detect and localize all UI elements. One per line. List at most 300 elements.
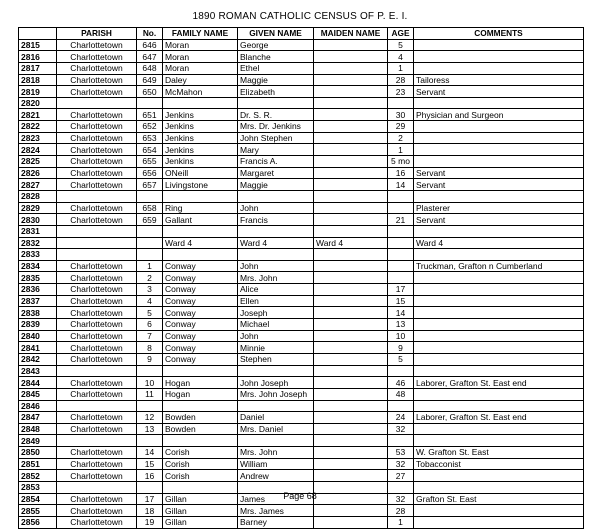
cell-row-id: 2824 (19, 144, 57, 156)
table-body (19, 39, 584, 528)
cell-comments: Ward 4 (414, 237, 584, 249)
cell-given-name: Ethel (238, 62, 314, 74)
cell-age (388, 365, 414, 377)
cell-family-name: Gillan (163, 516, 238, 528)
cell-parish: Charlottetown (57, 284, 137, 296)
cell-row-id: 2852 (19, 470, 57, 482)
cell-row-id: 2835 (19, 272, 57, 284)
cell-row-id: 2816 (19, 51, 57, 63)
table-row (19, 74, 584, 86)
cell-given-name: James (238, 493, 314, 505)
cell-comments (414, 225, 584, 237)
cell-given-name (238, 190, 314, 202)
cell-family-name: ONeill (163, 167, 238, 179)
cell-comments: W. Grafton St. East (414, 447, 584, 459)
cell-no: 651 (137, 109, 163, 121)
cell-parish: Charlottetown (57, 167, 137, 179)
cell-row-id: 2829 (19, 202, 57, 214)
cell-row-id: 2846 (19, 400, 57, 412)
table-row (19, 423, 584, 435)
header-row (19, 28, 584, 40)
cell-age: 4 (388, 51, 414, 63)
cell-parish: Charlottetown (57, 214, 137, 226)
cell-comments: Laborer, Grafton St. East end (414, 377, 584, 389)
cell-maiden-name (314, 39, 388, 51)
cell-comments (414, 97, 584, 109)
cell-parish: Charlottetown (57, 272, 137, 284)
cell-family-name: Gallant (163, 214, 238, 226)
cell-given-name (238, 97, 314, 109)
table-row (19, 516, 584, 528)
cell-age (388, 260, 414, 272)
cell-family-name: Moran (163, 39, 238, 51)
cell-no: 6 (137, 319, 163, 331)
cell-age (388, 190, 414, 202)
cell-age: 28 (388, 505, 414, 517)
table-row (19, 458, 584, 470)
cell-given-name: Ward 4 (238, 237, 314, 249)
cell-row-id: 2840 (19, 330, 57, 342)
cell-maiden-name (314, 97, 388, 109)
cell-no: 650 (137, 86, 163, 98)
table-row (19, 132, 584, 144)
cell-comments (414, 516, 584, 528)
column-header-parish: PARISH (57, 28, 137, 40)
cell-maiden-name (314, 121, 388, 133)
cell-age (388, 237, 414, 249)
cell-comments: Truckman, Grafton n Cumberland (414, 260, 584, 272)
cell-age: 17 (388, 284, 414, 296)
cell-maiden-name (314, 447, 388, 459)
cell-maiden-name (314, 307, 388, 319)
table-row (19, 412, 584, 424)
cell-row-id: 2825 (19, 156, 57, 168)
cell-given-name: Mrs. Daniel (238, 423, 314, 435)
cell-maiden-name: Ward 4 (314, 237, 388, 249)
cell-no: 1 (137, 260, 163, 272)
cell-comments (414, 62, 584, 74)
cell-row-id: 2815 (19, 39, 57, 51)
cell-family-name: Conway (163, 307, 238, 319)
cell-family-name: Corish (163, 470, 238, 482)
cell-no: 649 (137, 74, 163, 86)
cell-row-id: 2820 (19, 97, 57, 109)
cell-row-id: 2856 (19, 516, 57, 528)
cell-parish: Charlottetown (57, 319, 137, 331)
cell-row-id: 2843 (19, 365, 57, 377)
cell-parish: Charlottetown (57, 377, 137, 389)
cell-given-name: Maggie (238, 179, 314, 191)
cell-given-name: Elizabeth (238, 86, 314, 98)
cell-maiden-name (314, 400, 388, 412)
cell-comments: Servant (414, 86, 584, 98)
cell-family-name: Conway (163, 353, 238, 365)
cell-no: 9 (137, 353, 163, 365)
cell-no: 10 (137, 377, 163, 389)
cell-maiden-name (314, 225, 388, 237)
cell-no: 2 (137, 272, 163, 284)
cell-family-name: Corish (163, 447, 238, 459)
cell-given-name: Francis (238, 214, 314, 226)
cell-family-name: McMahon (163, 86, 238, 98)
cell-given-name: Ellen (238, 295, 314, 307)
cell-parish: Charlottetown (57, 330, 137, 342)
cell-given-name: Dr. S. R. (238, 109, 314, 121)
cell-age: 16 (388, 167, 414, 179)
cell-comments (414, 365, 584, 377)
cell-row-id: 2848 (19, 423, 57, 435)
cell-no: 659 (137, 214, 163, 226)
cell-family-name (163, 365, 238, 377)
cell-age: 32 (388, 493, 414, 505)
cell-family-name: Bowden (163, 412, 238, 424)
cell-no: 19 (137, 516, 163, 528)
cell-age: 28 (388, 74, 414, 86)
table-row (19, 284, 584, 296)
cell-age: 5 (388, 353, 414, 365)
cell-row-id: 2842 (19, 353, 57, 365)
cell-given-name: John Stephen (238, 132, 314, 144)
page-number: Page 68 (283, 491, 317, 501)
table-row (19, 179, 584, 191)
table-row (19, 260, 584, 272)
cell-age: 5 mo (388, 156, 414, 168)
cell-row-id: 2819 (19, 86, 57, 98)
cell-given-name: Margaret (238, 167, 314, 179)
cell-row-id: 2851 (19, 458, 57, 470)
cell-row-id: 2836 (19, 284, 57, 296)
cell-maiden-name (314, 202, 388, 214)
cell-given-name: Mrs. John (238, 447, 314, 459)
cell-age: 21 (388, 214, 414, 226)
cell-row-id: 2855 (19, 505, 57, 517)
cell-family-name: Livingstone (163, 179, 238, 191)
cell-parish: Charlottetown (57, 202, 137, 214)
cell-family-name (163, 97, 238, 109)
cell-no: 17 (137, 493, 163, 505)
cell-maiden-name (314, 319, 388, 331)
cell-given-name: George (238, 39, 314, 51)
cell-family-name: Moran (163, 51, 238, 63)
cell-maiden-name (314, 412, 388, 424)
column-header-row-id (19, 28, 57, 40)
cell-parish: Charlottetown (57, 307, 137, 319)
cell-parish: Charlottetown (57, 144, 137, 156)
cell-row-id: 2849 (19, 435, 57, 447)
cell-row-id: 2830 (19, 214, 57, 226)
table-row (19, 214, 584, 226)
cell-family-name: Daley (163, 74, 238, 86)
cell-maiden-name (314, 51, 388, 63)
cell-comments (414, 307, 584, 319)
cell-no: 647 (137, 51, 163, 63)
cell-comments (414, 121, 584, 133)
cell-no: 652 (137, 121, 163, 133)
table-row (19, 377, 584, 389)
cell-comments (414, 39, 584, 51)
cell-family-name: Jenkins (163, 109, 238, 121)
cell-no: 4 (137, 295, 163, 307)
cell-maiden-name (314, 167, 388, 179)
cell-age: 5 (388, 39, 414, 51)
cell-age: 10 (388, 330, 414, 342)
cell-parish: Charlottetown (57, 493, 137, 505)
cell-parish: Charlottetown (57, 62, 137, 74)
column-header-no: No. (137, 28, 163, 40)
cell-no (137, 225, 163, 237)
cell-parish: Charlottetown (57, 179, 137, 191)
cell-age: 14 (388, 307, 414, 319)
cell-row-id: 2833 (19, 249, 57, 261)
cell-maiden-name (314, 377, 388, 389)
cell-comments (414, 330, 584, 342)
table-row (19, 295, 584, 307)
cell-comments (414, 144, 584, 156)
cell-age (388, 202, 414, 214)
cell-parish: Charlottetown (57, 447, 137, 459)
cell-given-name (238, 249, 314, 261)
table-row (19, 435, 584, 447)
cell-age: 32 (388, 423, 414, 435)
cell-no: 14 (137, 447, 163, 459)
cell-comments (414, 423, 584, 435)
cell-no: 3 (137, 284, 163, 296)
cell-maiden-name (314, 86, 388, 98)
cell-parish: Charlottetown (57, 39, 137, 51)
cell-age (388, 249, 414, 261)
cell-given-name: John (238, 260, 314, 272)
table-row (19, 121, 584, 133)
cell-no: 13 (137, 423, 163, 435)
cell-comments: Tailoress (414, 74, 584, 86)
cell-row-id: 2837 (19, 295, 57, 307)
cell-row-id: 2826 (19, 167, 57, 179)
cell-parish: Charlottetown (57, 505, 137, 517)
cell-age: 1 (388, 516, 414, 528)
cell-given-name: Mrs. John (238, 272, 314, 284)
cell-parish: Charlottetown (57, 86, 137, 98)
cell-parish: Charlottetown (57, 260, 137, 272)
cell-comments (414, 190, 584, 202)
cell-maiden-name (314, 132, 388, 144)
cell-family-name: Ring (163, 202, 238, 214)
cell-family-name: Gillan (163, 505, 238, 517)
cell-maiden-name (314, 74, 388, 86)
cell-maiden-name (314, 214, 388, 226)
cell-family-name: Bowden (163, 423, 238, 435)
cell-parish (57, 249, 137, 261)
cell-maiden-name (314, 458, 388, 470)
cell-family-name: Conway (163, 284, 238, 296)
cell-age (388, 435, 414, 447)
table-row (19, 365, 584, 377)
cell-maiden-name (314, 330, 388, 342)
cell-comments (414, 400, 584, 412)
cell-family-name: Hogan (163, 377, 238, 389)
cell-age: 29 (388, 121, 414, 133)
cell-given-name: Stephen (238, 353, 314, 365)
cell-no: 646 (137, 39, 163, 51)
cell-comments (414, 319, 584, 331)
cell-given-name: John (238, 330, 314, 342)
cell-age: 23 (388, 86, 414, 98)
table-row (19, 237, 584, 249)
cell-maiden-name (314, 295, 388, 307)
page-title: 1890 ROMAN CATHOLIC CENSUS OF P. E. I. (192, 11, 408, 22)
cell-no: 657 (137, 179, 163, 191)
cell-row-id: 2822 (19, 121, 57, 133)
cell-row-id: 2818 (19, 74, 57, 86)
cell-age: 1 (388, 62, 414, 74)
cell-maiden-name (314, 144, 388, 156)
cell-comments: Servant (414, 179, 584, 191)
cell-family-name: Jenkins (163, 156, 238, 168)
cell-no (137, 97, 163, 109)
cell-row-id: 2854 (19, 493, 57, 505)
table-row (19, 97, 584, 109)
cell-no (137, 237, 163, 249)
cell-age: 13 (388, 319, 414, 331)
cell-no: 12 (137, 412, 163, 424)
cell-age: 24 (388, 412, 414, 424)
cell-family-name: Jenkins (163, 144, 238, 156)
cell-given-name: John Joseph (238, 377, 314, 389)
cell-parish: Charlottetown (57, 423, 137, 435)
cell-comments: Physician and Surgeon (414, 109, 584, 121)
table-row (19, 388, 584, 400)
cell-maiden-name (314, 62, 388, 74)
table-row (19, 353, 584, 365)
cell-given-name: Blanche (238, 51, 314, 63)
column-header-comments: COMMENTS (414, 28, 584, 40)
cell-row-id: 2821 (19, 109, 57, 121)
cell-maiden-name (314, 353, 388, 365)
cell-comments: Laborer, Grafton St. East end (414, 412, 584, 424)
cell-parish (57, 435, 137, 447)
cell-family-name: Hogan (163, 388, 238, 400)
cell-row-id: 2834 (19, 260, 57, 272)
cell-given-name: Joseph (238, 307, 314, 319)
cell-age: 9 (388, 342, 414, 354)
cell-no: 11 (137, 388, 163, 400)
cell-comments (414, 295, 584, 307)
cell-no: 7 (137, 330, 163, 342)
cell-no (137, 190, 163, 202)
cell-row-id: 2827 (19, 179, 57, 191)
cell-row-id: 2844 (19, 377, 57, 389)
cell-row-id: 2841 (19, 342, 57, 354)
cell-maiden-name (314, 435, 388, 447)
table-row (19, 202, 584, 214)
cell-comments (414, 353, 584, 365)
table-row (19, 330, 584, 342)
cell-given-name: Michael (238, 319, 314, 331)
table-row (19, 167, 584, 179)
table-row (19, 447, 584, 459)
cell-row-id: 2817 (19, 62, 57, 74)
cell-comments (414, 51, 584, 63)
cell-family-name: Conway (163, 260, 238, 272)
cell-age (388, 400, 414, 412)
cell-comments (414, 342, 584, 354)
cell-row-id: 2832 (19, 237, 57, 249)
cell-no (137, 435, 163, 447)
table-row (19, 86, 584, 98)
column-header-age: AGE (388, 28, 414, 40)
cell-given-name (238, 365, 314, 377)
cell-given-name (238, 400, 314, 412)
cell-parish: Charlottetown (57, 412, 137, 424)
cell-family-name (163, 400, 238, 412)
table-row (19, 225, 584, 237)
cell-family-name: Moran (163, 62, 238, 74)
cell-parish: Charlottetown (57, 388, 137, 400)
cell-maiden-name (314, 272, 388, 284)
cell-age (388, 97, 414, 109)
cell-no: 654 (137, 144, 163, 156)
cell-parish: Charlottetown (57, 121, 137, 133)
cell-family-name (163, 190, 238, 202)
cell-family-name: Ward 4 (163, 237, 238, 249)
cell-given-name: Andrew (238, 470, 314, 482)
cell-family-name: Conway (163, 319, 238, 331)
table-row (19, 342, 584, 354)
cell-maiden-name (314, 516, 388, 528)
cell-row-id: 2845 (19, 388, 57, 400)
cell-comments (414, 249, 584, 261)
cell-maiden-name (314, 388, 388, 400)
cell-comments (414, 505, 584, 517)
cell-row-id: 2847 (19, 412, 57, 424)
cell-no (137, 400, 163, 412)
table-row (19, 156, 584, 168)
cell-age (388, 225, 414, 237)
cell-given-name: Barney (238, 516, 314, 528)
cell-parish: Charlottetown (57, 156, 137, 168)
cell-no: 18 (137, 505, 163, 517)
cell-comments (414, 132, 584, 144)
cell-parish: Charlottetown (57, 74, 137, 86)
cell-row-id: 2828 (19, 190, 57, 202)
cell-maiden-name (314, 260, 388, 272)
cell-parish: Charlottetown (57, 132, 137, 144)
cell-given-name: John (238, 202, 314, 214)
table-row (19, 62, 584, 74)
table-row (19, 51, 584, 63)
cell-family-name: Gillan (163, 493, 238, 505)
cell-parish (57, 237, 137, 249)
cell-age: 48 (388, 388, 414, 400)
cell-comments: Servant (414, 214, 584, 226)
cell-parish (57, 225, 137, 237)
cell-age: 27 (388, 470, 414, 482)
cell-row-id: 2850 (19, 447, 57, 459)
table-row (19, 272, 584, 284)
cell-family-name: Conway (163, 330, 238, 342)
table-row (19, 144, 584, 156)
cell-no: 5 (137, 307, 163, 319)
cell-family-name (163, 249, 238, 261)
cell-given-name: William (238, 458, 314, 470)
cell-parish: Charlottetown (57, 353, 137, 365)
cell-maiden-name (314, 365, 388, 377)
cell-comments: Servant (414, 167, 584, 179)
cell-family-name: Jenkins (163, 132, 238, 144)
cell-family-name: Corish (163, 458, 238, 470)
column-header-maiden-name: MAIDEN NAME (314, 28, 388, 40)
cell-given-name: Mrs. John Joseph (238, 388, 314, 400)
cell-given-name (238, 225, 314, 237)
